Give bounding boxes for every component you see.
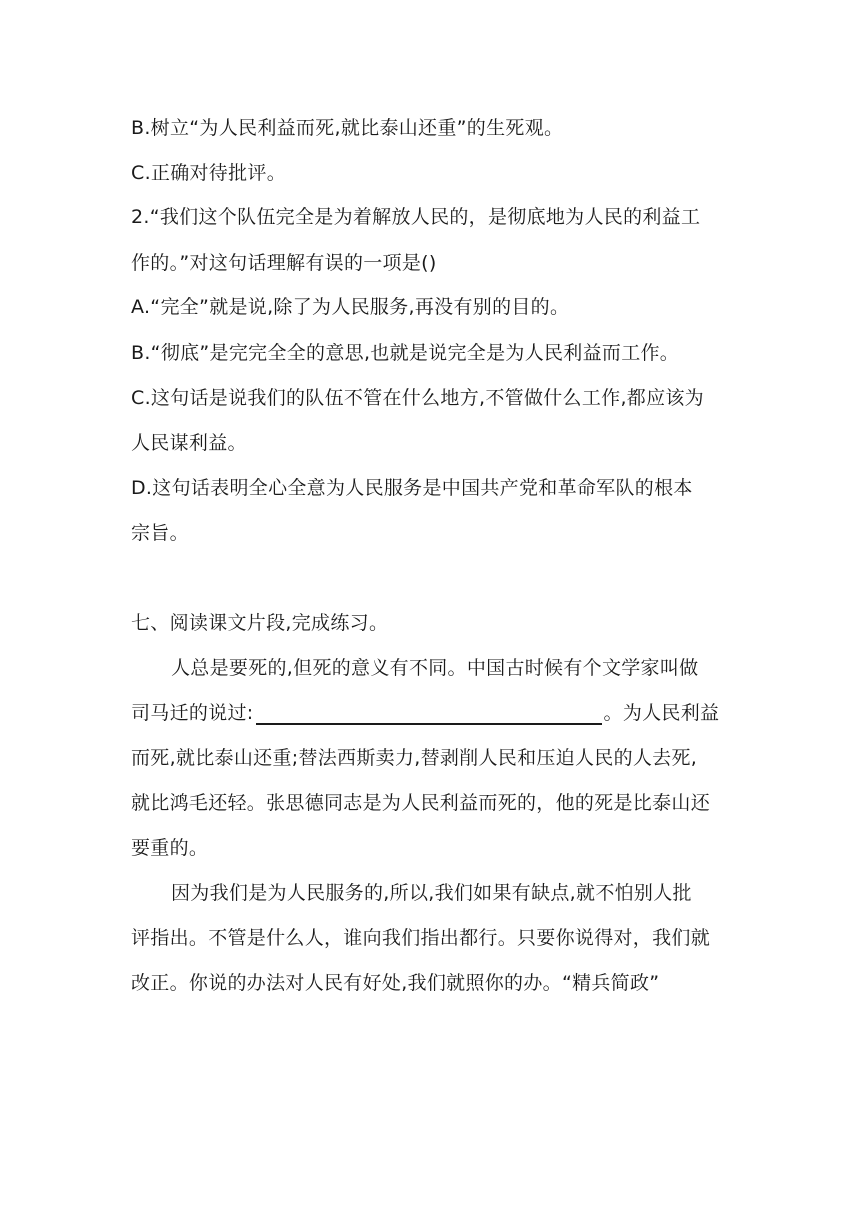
passage-p1-line-5: 要重的。 xyxy=(131,837,209,859)
q2-option-c-line-1: C.这句话是说我们的队伍不管在什么地方,不管做什么工作,都应该为 xyxy=(131,387,704,409)
q2-stem-line-2: 作的。”对这句话理解有误的一项是() xyxy=(131,252,437,274)
q1-option-c: C.正确对待批评。 xyxy=(131,162,287,184)
passage-p1-line-2 xyxy=(131,701,731,725)
fill-in-blank[interactable] xyxy=(256,701,602,725)
passage-p1-line-4: 就比鸿毛还轻。张思德同志是为人民利益而死的，他的死是比泰山还 xyxy=(131,792,711,814)
passage-p2-line-3: 改正。你说的办法对人民有好处,我们就照你的办。“精兵简政” xyxy=(131,972,660,994)
passage-p2-line-1: 因为我们是为人民服务的,所以,我们如果有缺点,就不怕别人批 xyxy=(171,882,692,904)
passage-p1-line-3: 而死,就比泰山还重;替法西斯卖力,替剥削人民和压迫人民的人去死, xyxy=(131,747,698,769)
passage-p1-line-2-start: 司马迁的说过: xyxy=(131,702,254,724)
q2-option-a: A.“完全”就是说,除了为人民服务,再没有别的目的。 xyxy=(131,296,570,318)
q2-option-b: B.“彻底”是完完全全的意思,也就是说完全是为人民利益而工作。 xyxy=(131,342,680,364)
q2-option-d-line-1: D.这句话表明全心全意为人民服务是中国共产党和革命军队的根本 xyxy=(131,477,693,499)
q2-option-c-line-2: 人民谋利益。 xyxy=(131,432,247,454)
q1-option-b: B.树立“为人民利益而死,就比泰山还重”的生死观。 xyxy=(131,117,564,139)
passage-p2-line-2: 评指出。不管是什么人，谁向我们指出都行。只要你说得对，我们就 xyxy=(131,927,711,949)
passage-p1-line-1: 人总是要死的,但死的意义有不同。中国古时候有个文学家叫做 xyxy=(171,657,699,679)
section-7-title: 七、阅读课文片段,完成练习。 xyxy=(131,612,389,634)
q2-stem-line-1: 2.“我们这个队伍完全是为着解放人民的，是彻底地为人民的利益工 xyxy=(131,206,701,228)
q2-option-d-line-2: 宗旨。 xyxy=(131,522,189,544)
passage-p1-line-2-end: 。为人民利益 xyxy=(603,702,720,724)
